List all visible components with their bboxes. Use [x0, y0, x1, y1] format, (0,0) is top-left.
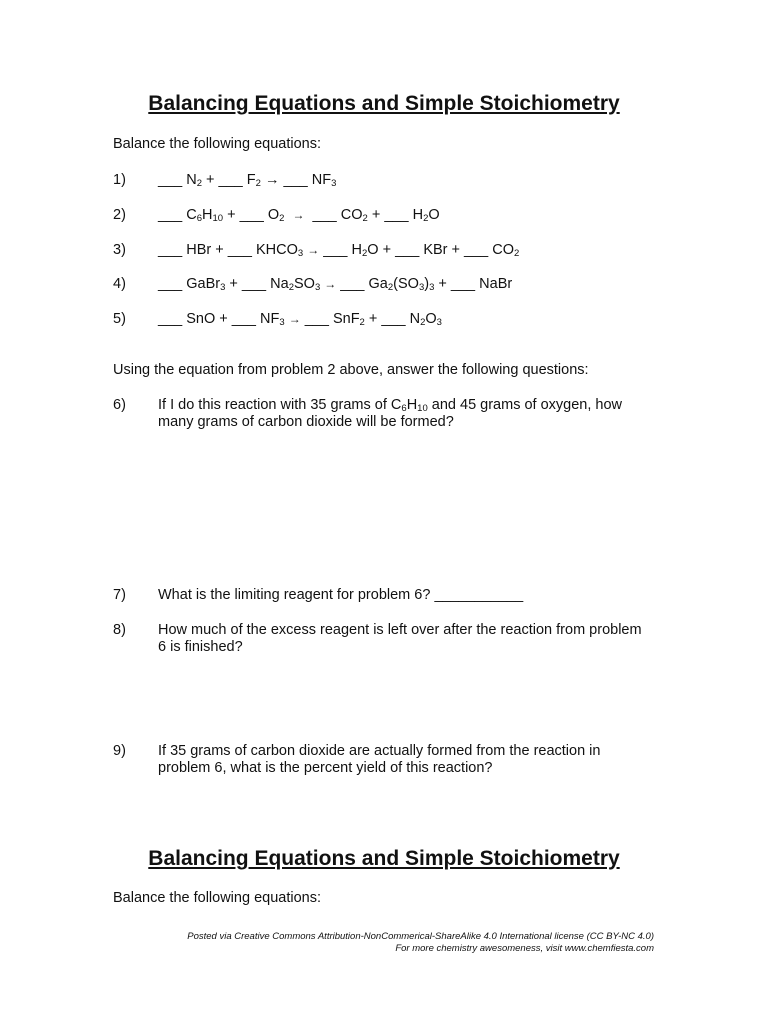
balance-instruction: Balance the following equations: [113, 136, 321, 152]
item-number: 2) [113, 207, 126, 223]
balance-instruction-repeat: Balance the following equations: [113, 890, 321, 906]
item-number: 6) [113, 397, 126, 413]
question-text: How much of the excess reagent is left over after the reaction from problem 6 is finished? [158, 622, 642, 655]
item-number: 5) [113, 311, 126, 327]
page-title: Balancing Equations and Simple Stoichiometry [148, 92, 620, 115]
page-title-repeat: Balancing Equations and Simple Stoichiometry [148, 847, 620, 870]
equation-body: ___ $C_6H_{10}$ + ___ $O_2$ → ___ $CO_2$ + ___ $H_2O$ [158, 207, 440, 224]
question-text: If I do this reaction with 35 grams of $C_6H_{10}$ and 45 grams of oxygen, how many grams of carbon dioxide will be formed? [158, 397, 623, 430]
equation-body: ___ SnO + ___ $NF_3$ → ___ SnF$_2$ + ___ $N_2O_3$ [158, 311, 442, 328]
item-number: 8) [113, 622, 126, 638]
reaction-arrow-icon: → [324, 277, 337, 291]
item-number: 4) [113, 276, 126, 292]
reaction-arrow-icon: → [307, 243, 320, 257]
question-text: What is the limiting reagent for problem 6? ___________ [158, 587, 524, 603]
reaction-arrow-icon: → [264, 172, 280, 188]
equation-body: ___ HBr + ___ $KHCO_3$ → ___ $H_2O$ + ___ KBr + ___ $CO_2$ [158, 242, 520, 259]
website-line: For more chemistry awesomeness, visit www.chemfiesta.com [395, 943, 654, 954]
question-text: If 35 grams of carbon dioxide are actually formed from the reaction in problem 6, what is the percent yield of this reaction? [158, 743, 601, 776]
reaction-arrow-icon: → [288, 312, 301, 326]
equation-body: ___ $N_2$ + ___ $F_2$ → ___ $NF_3$ [158, 172, 337, 189]
license-line: Posted via Creative Commons Attribution-NonCommerical-ShareAlike 4.0 International license (CC BY-NC 4.0) [187, 931, 654, 942]
license-footer [187, 931, 654, 955]
answer-blank: ___________ [434, 587, 524, 603]
item-number: 3) [113, 242, 126, 258]
reaction-arrow-icon: → [292, 208, 305, 222]
item-number: 9) [113, 743, 126, 759]
item-number: 7) [113, 587, 126, 603]
stoichiometry-instruction: Using the equation from problem 2 above, answer the following questions: [113, 362, 589, 378]
equation-body: ___ GaBr$_3$ + ___ $Na_2SO_3$ → ___ $Ga_2(SO_3)_3$ + ___ NaBr [158, 276, 513, 293]
item-number: 1) [113, 172, 126, 188]
